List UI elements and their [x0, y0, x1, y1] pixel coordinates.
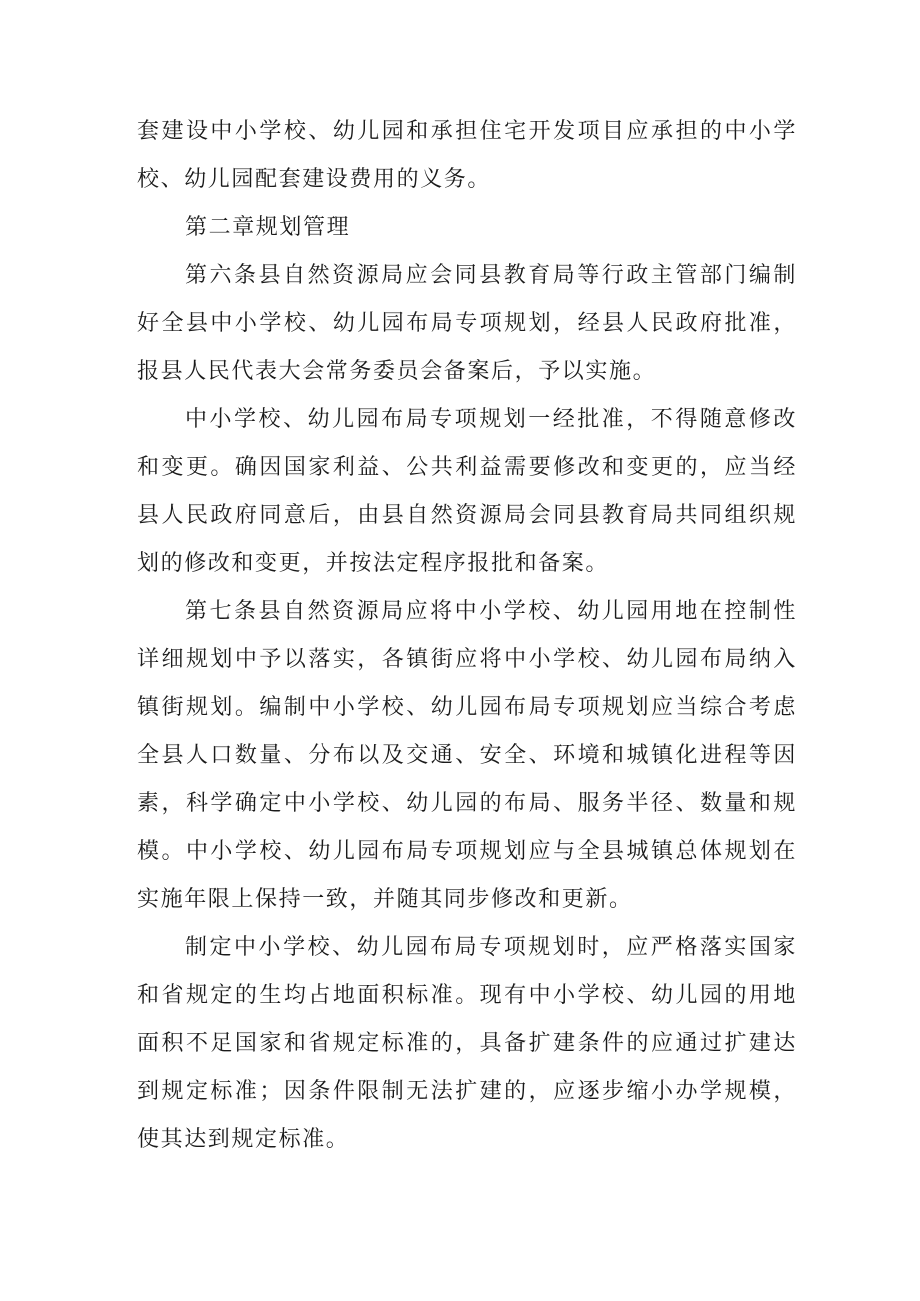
document-body: [137, 108, 797, 1164]
paragraph-plan-modification: 中小学校、幼儿园布局专项规划一经批准，不得随意修改和变更。确因国家利益、公共利益需要修改和变更的，应当经县人民政府同意后，由县自然资源局会同县教育局共同组织规划的修改和变更，并按法定程序报批和备案。: [137, 407, 797, 576]
paragraph-article-7: 第七条县自然资源局应将中小学校、幼儿园用地在控制性详细规划中予以落实，各镇街应将中小学校、幼儿园布局纳入镇街规划。编制中小学校、幼儿园布局专项规划应当综合考虑全县人口数量、分布以及交通、安全、环境和城镇化进程等因素，科学确定中小学校、幼儿园的布局、服务半径、数量和规模。中小学校、幼儿园布局专项规划应与全县城镇总体规划在实施年限上保持一致，并随其同步修改和更新。: [137, 599, 797, 912]
paragraph-continuation: 套建设中小学校、幼儿园和承担住宅开发项目应承担的中小学校、幼儿园配套建设费用的义务。: [137, 119, 797, 192]
chapter-heading: 第二章规划管理: [185, 215, 351, 240]
paragraph-land-standard: 制定中小学校、幼儿园布局专项规划时，应严格落实国家和省规定的生均占地面积标准。现有中小学校、幼儿园的用地面积不足国家和省规定标准的，具备扩建条件的应通过扩建达到规定标准；因条件限制无法扩建的，应逐步缩小办学规模，使其达到规定标准。: [137, 935, 797, 1152]
paragraph-article-6: 第六条县自然资源局应会同县教育局等行政主管部门编制好全县中小学校、幼儿园布局专项规划，经县人民政府批准，报县人民代表大会常务委员会备案后，予以实施。: [137, 263, 797, 384]
